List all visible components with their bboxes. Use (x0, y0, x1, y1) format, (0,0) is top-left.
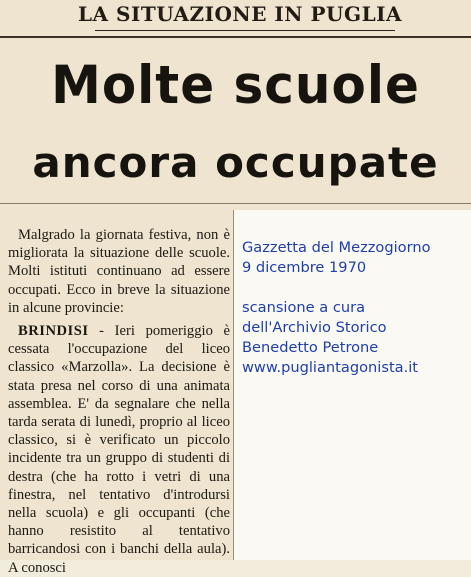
headline-divider (0, 203, 471, 204)
spacer (242, 278, 431, 298)
credit-line: dell'Archivio Storico (242, 319, 387, 336)
website-text: www.pugliantagonista.it (242, 359, 419, 376)
paragraph-text: Malgrado la giornata festiva, non è migliorata la situazione delle scuole. Molti istituti continuano ad essere occupati. Ecco in breve la situazione in alcune provincie: (8, 227, 230, 316)
paragraph-text: - Ieri pomeriggio è cessata l'occupazione del liceo classico «Marzolla». La decisione è stata presa nel corso di una animata assemblea. E' da segnalare che nella tarda serata di lunedì, proprio al liceo classico, si è verificato un piccolo incidente tra un gruppo di studenti di destra (che ha rotto i vetri di una finestra, nel tentativo d'introdursi nella scuola) e gli occupanti (che hanno resistito al tentativo barricandosi con i banchi della aula). A conosci (8, 323, 230, 576)
headline-line2: ancora occupate (32, 138, 439, 187)
headline-line1: Molte scuole (51, 54, 420, 116)
article-body (8, 226, 230, 577)
article-paragraph (8, 226, 230, 317)
credit-line: scansione a cura (242, 299, 366, 316)
dateline-place: BRINDISI (18, 323, 89, 340)
top-divider (0, 36, 471, 38)
article-paragraph (8, 322, 230, 577)
publication-date: 9 dicembre 1970 (242, 259, 367, 276)
newspaper-name: Gazzetta del Mezzogiorno (242, 239, 431, 256)
source-note (242, 238, 431, 378)
kicker-underline (95, 30, 395, 31)
source-note-panel (234, 210, 471, 560)
credit-line: Benedetto Petrone (242, 339, 379, 356)
kicker-headline: LA SITUAZIONE IN PUGLIA (77, 2, 403, 26)
